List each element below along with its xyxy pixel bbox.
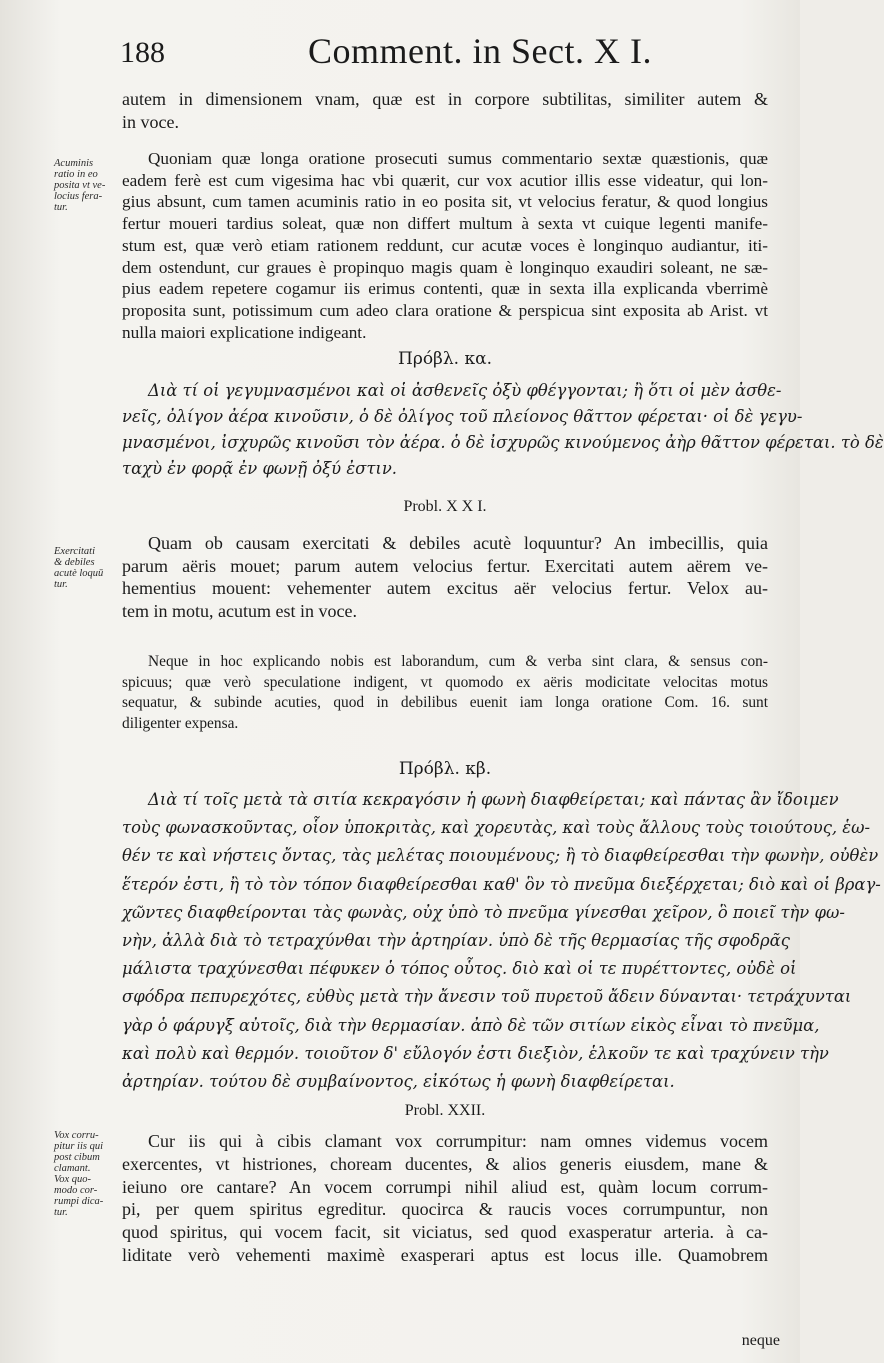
text-line: exercentes, vt histriones, choream ducentes, & alios generis eiusdem, mane &: [122, 1153, 768, 1174]
text-line: hementius mouent: vehementer autem excitus aër velocius fertur. Velox au-: [122, 578, 768, 599]
text-line: in voce.: [122, 111, 179, 132]
catchword: neque: [741, 1332, 780, 1349]
greek-line: ἀρτηρίαν. τούτου δὲ συμβαίνοντος, εἰκότως ἡ φωνὴ διαφθείρεται.: [122, 1072, 675, 1092]
latin-text-22: [122, 1130, 768, 1267]
greek-line: γὰρ ὁ φάρυγξ αὐτοῖς, διὰ τὴν θερμασίαν. ἀπὸ δὲ τῶν σιτίων εἰκὸς εἶναι τὸ πνεῦμα,: [122, 1015, 820, 1035]
greek-text-21: [122, 378, 884, 482]
greek-text-22: [122, 786, 881, 1096]
text-line: quod spiritus, qui vocem facit, sit viciatus, sed quod exasperatur arteria. à ca-: [122, 1222, 768, 1243]
text-line: Cur iis qui à cibis clamant vox corrumpitur: nam omnes videmus vocem: [148, 1131, 768, 1151]
margin-note-exercitati: Exercitati & debiles acutè loquū tur.: [54, 546, 104, 590]
greek-line: χῶντες διαφθείρονται τὰς φωνὰς, οὐχ ὑπὸ τὸ πνεῦμα γίνεσθαι χεῖρον, ὃ ποιεῖ τὴν φω-: [122, 902, 845, 922]
text-line: tem in motu, acutum est in voce.: [122, 600, 357, 621]
greek-line: θέν τε καὶ νήστεις ὄντας, τὰς μελέτας ποιουμένους; ἢ τὸ διαφθείρεσθαι τὴν φωνὴν, οὐθὲν: [122, 846, 879, 866]
greek-line: μνασμένοι, ἰσχυρῶς κινοῦσι τὸν ἀέρα. ὁ δὲ ἰσχυρῶς κινούμενος ἀὴρ θᾶττον φέρεται. τὸ δὲ: [122, 433, 884, 452]
margin-note-vox: Vox corru- pitur iis qui post cibum clamant. Vox quo- modo cor- rumpi dica- tur.: [54, 1130, 104, 1218]
text-line: Quam ob causam exercitati & debiles acutè loquuntur? An imbecillis, quia: [148, 533, 768, 553]
text-line: nulla maiori explicatione indigeant.: [122, 322, 367, 342]
greek-line: νεῖς, ὀλίγον ἀέρα κινοῦσιν, ὁ δὲ ὀλίγος τοῦ πλείονος θᾶττον φέρεται· οἱ δὲ γεγυ-: [122, 407, 803, 426]
text-line: parum aëris mouet; parum autem velocius fertur. Exercitati autem aërem ve-: [122, 555, 768, 576]
greek-problem-title-21: Πρόβλ. κα.: [398, 349, 492, 369]
text-line: Quoniam quæ longa oratione prosecuti sumus commentario sextæ quæstionis, quæ: [148, 149, 768, 168]
greek-line: ἕτερόν ἐστι, ἢ τὸ τὸν τόπον διαφθείρεσθαι καθ' ὃν τὸ πνεῦμα διεξέρχεται; διὸ καὶ οἱ βραγ-: [122, 874, 881, 894]
text-line: liditate verò vehementi maximè exasperari aptus est locus ille. Quamobrem: [122, 1244, 768, 1265]
text-line: pius eadem repetere cogamur iis erimus contenti, quæ in sexta illa explicanda vberrimè: [122, 279, 768, 299]
greek-problem-title-22: Πρόβλ. κβ.: [398, 759, 492, 779]
text-line: spicuus; quæ verò speculatione indigent, vt quomodo ex aëris modicitate velocitas motus: [122, 673, 768, 691]
paragraph-quoniam: [122, 148, 768, 343]
margin-note-acuminis: Acuminis ratio in eo posita vt ve- locius fera- tur.: [54, 158, 106, 213]
text-line: dem ostendunt, cur graues è propinquo magis quam è longinquo exaudiri soleant, ne sæ-: [122, 257, 768, 277]
text-line: Neque in hoc explicando nobis est laborandum, cum & verba sint clara, & sensus con-: [148, 653, 768, 670]
text-line: diligenter expensa.: [122, 715, 239, 733]
page-header: [120, 30, 780, 82]
text-line: eadem ferè est cum vigesima hac vbi quærit, cur vox acutior illis esse videatur, qui lon-: [122, 170, 768, 190]
greek-line: Διὰ τί τοῖς μετὰ τὰ σιτία κεκραγόσιν ἡ φωνὴ διαφθείρεται; καὶ πάντας ἂν ἴδοιμεν: [148, 790, 839, 809]
paragraph-neque: [122, 652, 768, 735]
latin-problem-title-21: Probl. X X I.: [403, 498, 487, 515]
page-number: 188: [120, 36, 165, 69]
latin-problem-title-22: Probl. XXII.: [404, 1102, 486, 1119]
text-line: ieiuno ore cantare? An vocem corrumpi nihil aliud est, quàm locum corrum-: [122, 1176, 768, 1197]
text-line: proposita sunt, potissimum cum adeo clara oratione & perspicua sint exposita ab Arist. vt: [122, 300, 768, 320]
greek-line: νὴν, ἀλλὰ διὰ τὸ τετραχύνθαι τὴν ἀρτηρίαν. ὑπὸ δὲ τῆς θερμασίας τῆς σφοδρᾶς: [122, 931, 790, 951]
greek-line: καὶ πολὺ καὶ θερμόν. τοιοῦτον δ' εὔλογόν ἐστι διεξιὸν, ἑλκοῦν τε καὶ τραχύνειν τὴν: [122, 1043, 829, 1063]
text-line: sequatur, & subinde acuties, quod in debilibus euenit iam longa oratione Com. 16. sunt: [122, 694, 768, 712]
text-line: stum est, quæ verò etiam rationem reddunt, cur acutæ voces è longinquo audiantur, iti-: [122, 235, 768, 255]
greek-line: σφόδρα πεπυρεχότες, εὐθὺς μετὰ τὴν ἄνεσιν τοῦ πυρετοῦ ἄδειν δύνανται· τετράχυνται: [122, 987, 852, 1007]
latin-text-21: [122, 532, 768, 622]
greek-line: ταχὺ ἐν φορᾷ ἐν φωνῇ ὀξύ ἐστιν.: [122, 459, 397, 478]
continuation-text: [122, 88, 768, 133]
text-line: gius absunt, cum tamen acuminis ratio in eo posita sit, vt velocius feratur, & quod longius: [122, 192, 768, 212]
greek-line: τοὺς φωνασκοῦντας, οἷον ὑποκριτὰς, καὶ χορευτὰς, καὶ τοὺς ἄλλους τοὺς τοιούτους, ἑω-: [122, 818, 870, 838]
text-line: pi, per quem spiritus egreditur. quocirca & raucis voces corrumpuntur, non: [122, 1199, 768, 1220]
text-line: autem in dimensionem vnam, quæ est in corpore subtilitas, similiter autem &: [122, 89, 768, 109]
text-line: fertur moueri tardius soleat, quæ non differt multum à sexta vt cuique legenti manife-: [122, 214, 768, 234]
greek-line: μάλιστα τραχύνεσθαι πέφυκεν ὁ τόπος οὗτος. διὸ καὶ οἱ τε πυρέττοντες, οὐδὲ οἱ: [122, 959, 797, 979]
greek-line: Διὰ τί οἱ γεγυμνασμένοι καὶ οἱ ἀσθενεῖς ὀξὺ φθέγγονται; ἢ ὅτι οἱ μὲν ἀσθε-: [148, 381, 782, 400]
running-head: Comment. in Sect. X I.: [308, 31, 652, 71]
